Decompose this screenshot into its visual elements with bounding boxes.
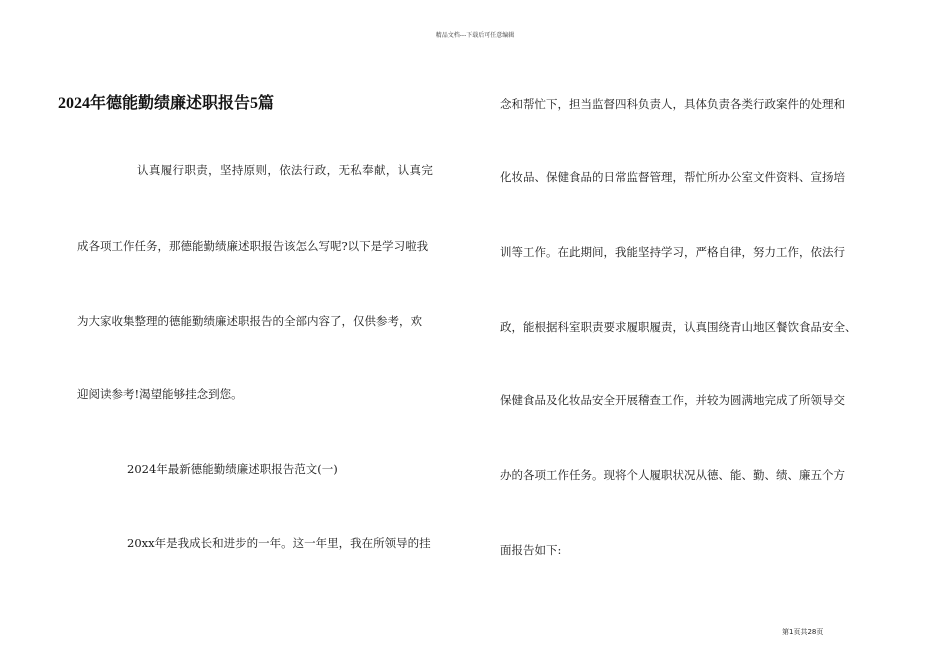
section-heading: 2024年最新德能勤绩廉述职报告范文(一) xyxy=(127,462,338,476)
paragraph-line: 面报告如下: xyxy=(500,543,562,557)
paragraph-line: 20xx年是我成长和进步的一年。这一年里，我在所领导的挂 xyxy=(127,536,431,550)
document-title: 2024年德能勤绩廉述职报告5篇 xyxy=(58,95,275,112)
paragraph-line: 办的各项工作任务。现将个人履职状况从德、能、勤、绩、廉五个方 xyxy=(500,468,845,482)
paragraph-line: 政，能根据科室职责要求履职履责，认真围绕青山地区餐饮食品安全、 xyxy=(500,320,857,334)
paragraph-line: 化妆品、保健食品的日常监督管理，帮忙所办公室文件资料、宣扬培 xyxy=(500,170,845,184)
page-header-note: 精品文档---下载后可任意编辑 xyxy=(435,32,515,39)
page-number: 第1页共28页 xyxy=(782,628,824,636)
paragraph-line: 训等工作。在此期间，我能坚持学习，严格自律，努力工作，依法行 xyxy=(500,245,845,259)
paragraph-line: 迎阅读参考!渴望能够挂念到您。 xyxy=(77,387,243,401)
paragraph-line: 认真履行职责，坚持原则，依法行政，无私奉献，认真完 xyxy=(137,163,434,177)
paragraph-line: 保健食品及化妆品安全开展稽查工作，并较为圆满地完成了所领导交 xyxy=(500,393,845,407)
paragraph-line: 念和帮忙下，担当监督四科负责人，具体负责各类行政案件的处理和 xyxy=(500,97,845,111)
paragraph-line: 成各项工作任务，那德能勤绩廉述职报告该怎么写呢?以下是学习啦我 xyxy=(77,239,429,253)
paragraph-line: 为大家收集整理的德能勤绩廉述职报告的全部内容了，仅供参考，欢 xyxy=(77,314,422,328)
